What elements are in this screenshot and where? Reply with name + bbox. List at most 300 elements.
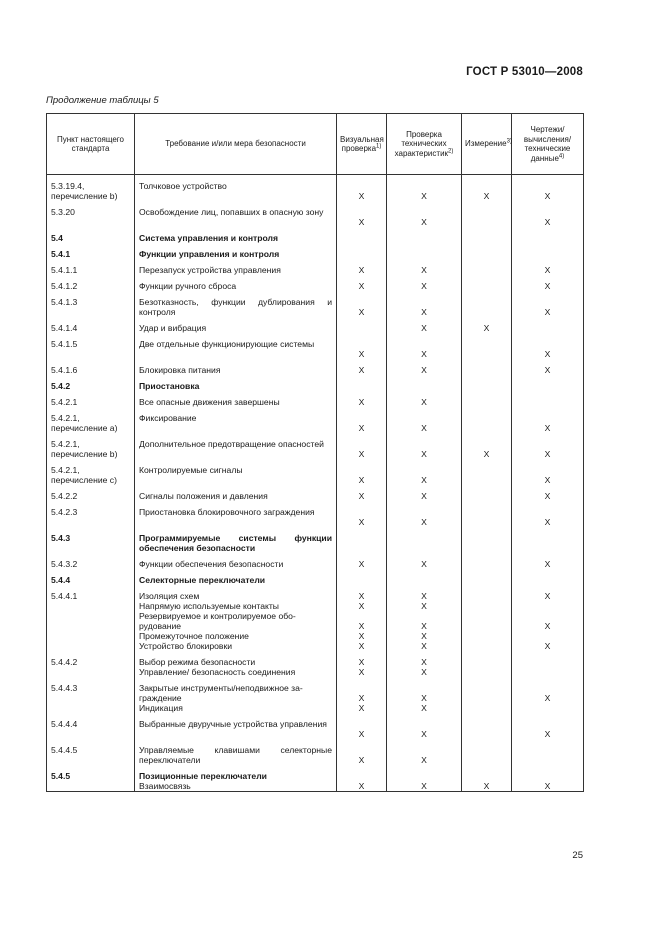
measurement-mark	[466, 621, 507, 631]
drawings-mark: X	[544, 191, 551, 201]
clause-cell	[47, 243, 135, 259]
visual-mark	[341, 575, 382, 585]
table-row	[47, 739, 584, 765]
clause-cell	[47, 585, 135, 651]
table-row	[47, 765, 584, 792]
requirements-table	[46, 113, 584, 792]
table-row	[47, 259, 584, 275]
technical-mark-cell	[387, 433, 462, 459]
drawings-mark: X	[544, 491, 551, 501]
visual-mark	[341, 233, 382, 243]
requirement-cell	[135, 291, 337, 317]
drawings-mark	[516, 575, 579, 585]
visual-mark: X	[358, 397, 365, 407]
visual-mark-cell	[337, 501, 387, 527]
requirement-text: Дополнительное предотвращение опасностей	[139, 439, 324, 449]
clause-number: 5.4.2	[51, 381, 71, 391]
clause-cell	[47, 291, 135, 317]
technical-mark: X	[421, 667, 427, 677]
technical-mark-cell	[387, 569, 462, 585]
visual-mark-cell	[337, 677, 387, 713]
measurement-mark-cell	[462, 175, 512, 202]
table-row	[47, 407, 584, 433]
measurement-mark-cell	[462, 485, 512, 501]
technical-mark	[391, 683, 457, 693]
drawings-mark	[516, 323, 579, 333]
clause-cell	[47, 333, 135, 359]
drawings-mark: X	[544, 475, 551, 485]
technical-mark-cell	[387, 391, 462, 407]
measurement-mark-cell	[462, 585, 512, 651]
technical-mark	[391, 611, 457, 621]
visual-mark-cell	[337, 175, 387, 202]
measurement-mark	[466, 423, 507, 433]
requirement-text: Приостановка блокировочного заграждения	[139, 507, 315, 517]
requirement-text: рудование	[139, 621, 182, 631]
requirement-cell	[135, 227, 337, 243]
clause-number: 5.4.1.1	[51, 265, 78, 275]
clause-cell	[47, 651, 135, 677]
measurement-mark	[466, 755, 507, 765]
visual-mark	[341, 683, 382, 693]
drawings-mark-cell	[512, 407, 584, 433]
clause-number: 5.4.4.5	[51, 745, 78, 755]
drawings-mark-cell	[512, 391, 584, 407]
drawings-mark	[516, 755, 579, 765]
requirement-cell	[135, 739, 337, 765]
technical-mark: X	[421, 621, 427, 631]
requirement-text: Устройство блокировки	[139, 641, 233, 651]
visual-mark-cell	[337, 333, 387, 359]
clause-number: 5.4.1.3	[51, 297, 78, 307]
visual-mark: X	[358, 641, 365, 651]
clause-number: перечисление a)	[51, 423, 118, 433]
clause-cell	[47, 433, 135, 459]
technical-mark: X	[421, 729, 427, 739]
visual-mark-cell	[337, 243, 387, 259]
requirement-text: Позиционные переключатели	[139, 771, 267, 781]
clause-number: 5.4.1.6	[51, 365, 78, 375]
table-row	[47, 585, 584, 651]
technical-mark: X	[421, 323, 427, 333]
requirement-text: Функции управления и контроля	[139, 249, 280, 259]
clause-cell	[47, 677, 135, 713]
requirement-text: Приостановка	[139, 381, 200, 391]
measurement-mark	[466, 631, 507, 641]
visual-mark-cell	[337, 375, 387, 391]
visual-mark	[341, 381, 382, 391]
drawings-mark: X	[544, 307, 551, 317]
table-row	[47, 485, 584, 501]
measurement-mark	[466, 683, 507, 693]
visual-mark	[341, 611, 382, 621]
table-row	[47, 459, 584, 485]
visual-mark: X	[358, 693, 365, 703]
visual-mark: X	[358, 191, 365, 201]
clause-number: перечисление c)	[51, 475, 117, 485]
drawings-mark-cell	[512, 175, 584, 202]
requirement-cell	[135, 333, 337, 359]
visual-mark-cell	[337, 259, 387, 275]
table-row	[47, 713, 584, 739]
technical-mark: X	[421, 365, 427, 375]
drawings-mark-cell	[512, 259, 584, 275]
requirement-text: Сигналы положения и давления	[139, 491, 268, 501]
measurement-mark	[466, 517, 507, 527]
requirement-cell	[135, 585, 337, 651]
drawings-mark-cell	[512, 527, 584, 553]
measurement-mark	[466, 349, 507, 359]
clause-number: 5.4.2.3	[51, 507, 78, 517]
measurement-mark-cell	[462, 739, 512, 765]
measurement-mark	[466, 611, 507, 621]
requirement-text: Резервируемое и контролируемое обо-	[139, 611, 296, 621]
measurement-mark	[466, 475, 507, 485]
requirement-text: Две отдельные функционирующие системы	[139, 339, 315, 349]
technical-mark-cell	[387, 527, 462, 553]
measurement-mark	[466, 233, 507, 243]
clause-cell	[47, 713, 135, 739]
drawings-mark-cell	[512, 333, 584, 359]
clause-cell	[47, 459, 135, 485]
clause-cell	[47, 359, 135, 375]
requirement-text: Все опасные движения завершены	[139, 397, 280, 407]
technical-mark-cell	[387, 713, 462, 739]
requirement-cell	[135, 569, 337, 585]
visual-mark	[341, 543, 382, 553]
clause-number: 5.4.2.1	[51, 397, 78, 407]
visual-mark: X	[358, 349, 365, 359]
clause-cell	[47, 553, 135, 569]
visual-mark: X	[358, 423, 365, 433]
technical-mark	[391, 575, 457, 585]
technical-mark: X	[421, 307, 427, 317]
visual-mark: X	[358, 217, 365, 227]
technical-mark: X	[421, 349, 427, 359]
clause-number: 5.3.19.4,	[51, 181, 85, 191]
measurement-mark	[466, 265, 507, 275]
clause-cell	[47, 201, 135, 227]
visual-mark: X	[358, 631, 365, 641]
measurement-mark-cell	[462, 501, 512, 527]
measurement-mark: X	[483, 191, 490, 201]
technical-mark-cell	[387, 765, 462, 792]
drawings-mark-cell	[512, 553, 584, 569]
visual-mark-cell	[337, 407, 387, 433]
clause-number: перечисление b)	[51, 449, 118, 459]
clause-cell	[47, 501, 135, 527]
clause-number: 5.4.2.2	[51, 491, 78, 501]
drawings-mark	[516, 397, 579, 407]
clause-cell	[47, 485, 135, 501]
requirement-text: Изоляция схем	[139, 591, 200, 601]
requirement-text: Система управления и контроля	[139, 233, 278, 243]
technical-mark-cell	[387, 243, 462, 259]
drawings-mark: X	[544, 281, 551, 291]
requirement-text: Закрытые инструменты/неподвижное за-	[139, 683, 303, 693]
requirement-cell	[135, 359, 337, 375]
requirement-cell	[135, 259, 337, 275]
clause-cell	[47, 739, 135, 765]
drawings-mark: X	[544, 265, 551, 275]
measurement-mark	[466, 693, 507, 703]
drawings-mark-cell	[512, 375, 584, 391]
clause-cell	[47, 391, 135, 407]
drawings-mark-cell	[512, 569, 584, 585]
technical-mark-cell	[387, 359, 462, 375]
table-row	[47, 291, 584, 317]
requirement-text: Функции обеспечения безопасности	[139, 559, 284, 569]
clause-number: 5.4.4.3	[51, 683, 78, 693]
drawings-mark-cell	[512, 243, 584, 259]
drawings-mark: X	[544, 729, 551, 739]
technical-mark-cell	[387, 201, 462, 227]
measurement-mark-cell	[462, 375, 512, 391]
measurement-mark-cell	[462, 651, 512, 677]
measurement-mark	[466, 667, 507, 677]
clause-cell	[47, 175, 135, 202]
measurement-mark	[466, 397, 507, 407]
drawings-mark: X	[544, 423, 551, 433]
drawings-mark	[516, 381, 579, 391]
clause-cell	[47, 569, 135, 585]
drawings-mark-cell	[512, 317, 584, 333]
visual-mark-cell	[337, 739, 387, 765]
document-code: ГОСТ Р 53010—2008	[466, 66, 583, 78]
technical-mark-cell	[387, 259, 462, 275]
measurement-mark-cell	[462, 765, 512, 792]
technical-mark-cell	[387, 175, 462, 202]
measurement-mark	[466, 729, 507, 739]
requirement-text: Индикация	[139, 703, 183, 713]
clause-number: перечисление b)	[51, 191, 118, 201]
technical-mark: X	[421, 591, 427, 601]
clause-number: 5.4.4	[51, 575, 71, 585]
technical-mark-cell	[387, 291, 462, 317]
requirement-cell	[135, 713, 337, 739]
measurement-mark-cell	[462, 201, 512, 227]
measurement-mark-cell	[462, 333, 512, 359]
drawings-mark-cell	[512, 677, 584, 713]
technical-mark-cell	[387, 501, 462, 527]
requirement-text: Освобождение лиц, попавших в опасную зону	[139, 207, 324, 217]
technical-mark: X	[421, 641, 427, 651]
visual-mark-cell	[337, 291, 387, 317]
clause-number: 5.4.2.1,	[51, 465, 80, 475]
measurement-mark-cell	[462, 713, 512, 739]
table-row	[47, 359, 584, 375]
measurement-mark	[466, 249, 507, 259]
visual-mark: X	[358, 657, 365, 667]
measurement-mark	[466, 381, 507, 391]
requirement-text: Удар и вибрация	[139, 323, 207, 333]
header-technical: Проверка технических характеристик$^{2)}$	[387, 114, 462, 175]
visual-mark: X	[358, 491, 365, 501]
drawings-mark-cell	[512, 275, 584, 291]
clause-number: 5.4.3.2	[51, 559, 78, 569]
clause-number: 5.4.1.5	[51, 339, 78, 349]
visual-mark	[341, 323, 382, 333]
technical-mark-cell	[387, 227, 462, 243]
requirement-text: Функции ручного сброса	[139, 281, 237, 291]
requirement-text: Промежуточное положение	[139, 631, 249, 641]
technical-mark-cell	[387, 459, 462, 485]
requirement-cell	[135, 501, 337, 527]
measurement-mark	[466, 641, 507, 651]
requirement-cell	[135, 201, 337, 227]
measurement-mark-cell	[462, 243, 512, 259]
clause-cell	[47, 375, 135, 391]
clause-number: 5.4.4.2	[51, 657, 78, 667]
requirement-text: граждение	[139, 693, 182, 703]
technical-mark-cell	[387, 585, 462, 651]
requirement-cell	[135, 677, 337, 713]
requirement-text: Перезапуск устройства управления	[139, 265, 281, 275]
header-visual: Визуальная проверка$^{1)}$	[337, 114, 387, 175]
visual-mark-cell	[337, 201, 387, 227]
clause-number: 5.4.4.4	[51, 719, 78, 729]
technical-mark: X	[421, 423, 427, 433]
clause-number: 5.4.2.1,	[51, 413, 80, 423]
measurement-mark-cell	[462, 259, 512, 275]
table-row	[47, 569, 584, 585]
drawings-mark	[516, 233, 579, 243]
visual-mark: X	[358, 601, 365, 611]
drawings-mark	[516, 249, 579, 259]
drawings-mark-cell	[512, 713, 584, 739]
requirement-text: Блокировка питания	[139, 365, 221, 375]
visual-mark-cell	[337, 765, 387, 792]
table-row	[47, 375, 584, 391]
drawings-mark: X	[544, 591, 551, 601]
clause-number: 5.4.5	[51, 771, 71, 781]
table-body	[47, 175, 584, 792]
header-requirement: Требование и/или мера безопасности	[135, 114, 337, 175]
visual-mark: X	[358, 281, 365, 291]
table-row	[47, 677, 584, 713]
technical-mark: X	[421, 217, 427, 227]
page-number: 25	[572, 850, 583, 861]
measurement-mark: X	[483, 781, 490, 791]
technical-mark: X	[421, 449, 427, 459]
measurement-mark: X	[483, 449, 490, 459]
visual-mark: X	[358, 307, 365, 317]
requirement-cell	[135, 485, 337, 501]
requirement-cell	[135, 459, 337, 485]
clause-cell	[47, 407, 135, 433]
drawings-mark-cell	[512, 459, 584, 485]
requirement-cell	[135, 317, 337, 333]
clause-number: 5.4.1	[51, 249, 71, 259]
measurement-mark-cell	[462, 317, 512, 333]
table-row	[47, 227, 584, 243]
requirement-text: Контролируемые сигналы	[139, 465, 243, 475]
clause-cell	[47, 275, 135, 291]
visual-mark-cell	[337, 651, 387, 677]
measurement-mark-cell	[462, 459, 512, 485]
technical-mark-cell	[387, 553, 462, 569]
drawings-mark: X	[544, 365, 551, 375]
visual-mark: X	[358, 265, 365, 275]
drawings-mark-cell	[512, 201, 584, 227]
measurement-mark-cell	[462, 291, 512, 317]
drawings-mark	[516, 611, 579, 621]
drawings-mark-cell	[512, 739, 584, 765]
visual-mark-cell	[337, 485, 387, 501]
requirement-text: Управляемые клавишами селекторные переключатели	[139, 745, 332, 765]
visual-mark-cell	[337, 713, 387, 739]
table-row	[47, 391, 584, 407]
drawings-mark: X	[544, 621, 551, 631]
measurement-mark	[466, 703, 507, 713]
visual-mark: X	[358, 517, 365, 527]
technical-mark: X	[421, 281, 427, 291]
drawings-mark-cell	[512, 485, 584, 501]
measurement-mark	[466, 543, 507, 553]
clause-cell	[47, 259, 135, 275]
drawings-mark-cell	[512, 433, 584, 459]
visual-mark-cell	[337, 227, 387, 243]
technical-mark-cell	[387, 407, 462, 433]
visual-mark: X	[358, 667, 365, 677]
drawings-mark-cell	[512, 359, 584, 375]
technical-mark: X	[421, 559, 427, 569]
table-row	[47, 651, 584, 677]
drawings-mark-cell	[512, 291, 584, 317]
drawings-mark: X	[544, 217, 551, 227]
technical-mark: X	[421, 397, 427, 407]
clause-cell	[47, 527, 135, 553]
visual-mark-cell	[337, 527, 387, 553]
measurement-mark-cell	[462, 527, 512, 553]
technical-mark	[391, 249, 457, 259]
clause-cell	[47, 227, 135, 243]
technical-mark	[391, 381, 457, 391]
requirement-text: Взаимосвязь	[139, 781, 191, 791]
header-measurement: Измерение$^{3)}$	[462, 114, 512, 175]
requirement-cell	[135, 407, 337, 433]
clause-number: 5.4.2.1,	[51, 439, 80, 449]
drawings-mark-cell	[512, 501, 584, 527]
visual-mark: X	[358, 729, 365, 739]
measurement-mark-cell	[462, 391, 512, 407]
technical-mark: X	[421, 657, 427, 667]
measurement-mark	[466, 307, 507, 317]
technical-mark	[391, 771, 457, 781]
technical-mark-cell	[387, 375, 462, 391]
header-drawings: Чертежи/ вычисления/ технические данные$^{4)}$	[512, 114, 584, 175]
technical-mark: X	[421, 755, 427, 765]
technical-mark: X	[421, 517, 427, 527]
technical-mark	[391, 233, 457, 243]
table-caption: Продолжение таблицы 5	[46, 95, 159, 106]
visual-mark-cell	[337, 433, 387, 459]
drawings-mark: X	[544, 693, 551, 703]
requirement-text: Селекторные переключатели	[139, 575, 266, 585]
clause-cell	[47, 765, 135, 792]
measurement-mark-cell	[462, 407, 512, 433]
table-row	[47, 433, 584, 459]
technical-mark: X	[421, 191, 427, 201]
visual-mark-cell	[337, 585, 387, 651]
requirement-cell	[135, 553, 337, 569]
clause-number: 5.4.1.4	[51, 323, 78, 333]
visual-mark-cell	[337, 391, 387, 407]
requirement-cell	[135, 765, 337, 792]
measurement-mark	[466, 657, 507, 667]
technical-mark: X	[421, 781, 427, 791]
measurement-mark-cell	[462, 677, 512, 713]
